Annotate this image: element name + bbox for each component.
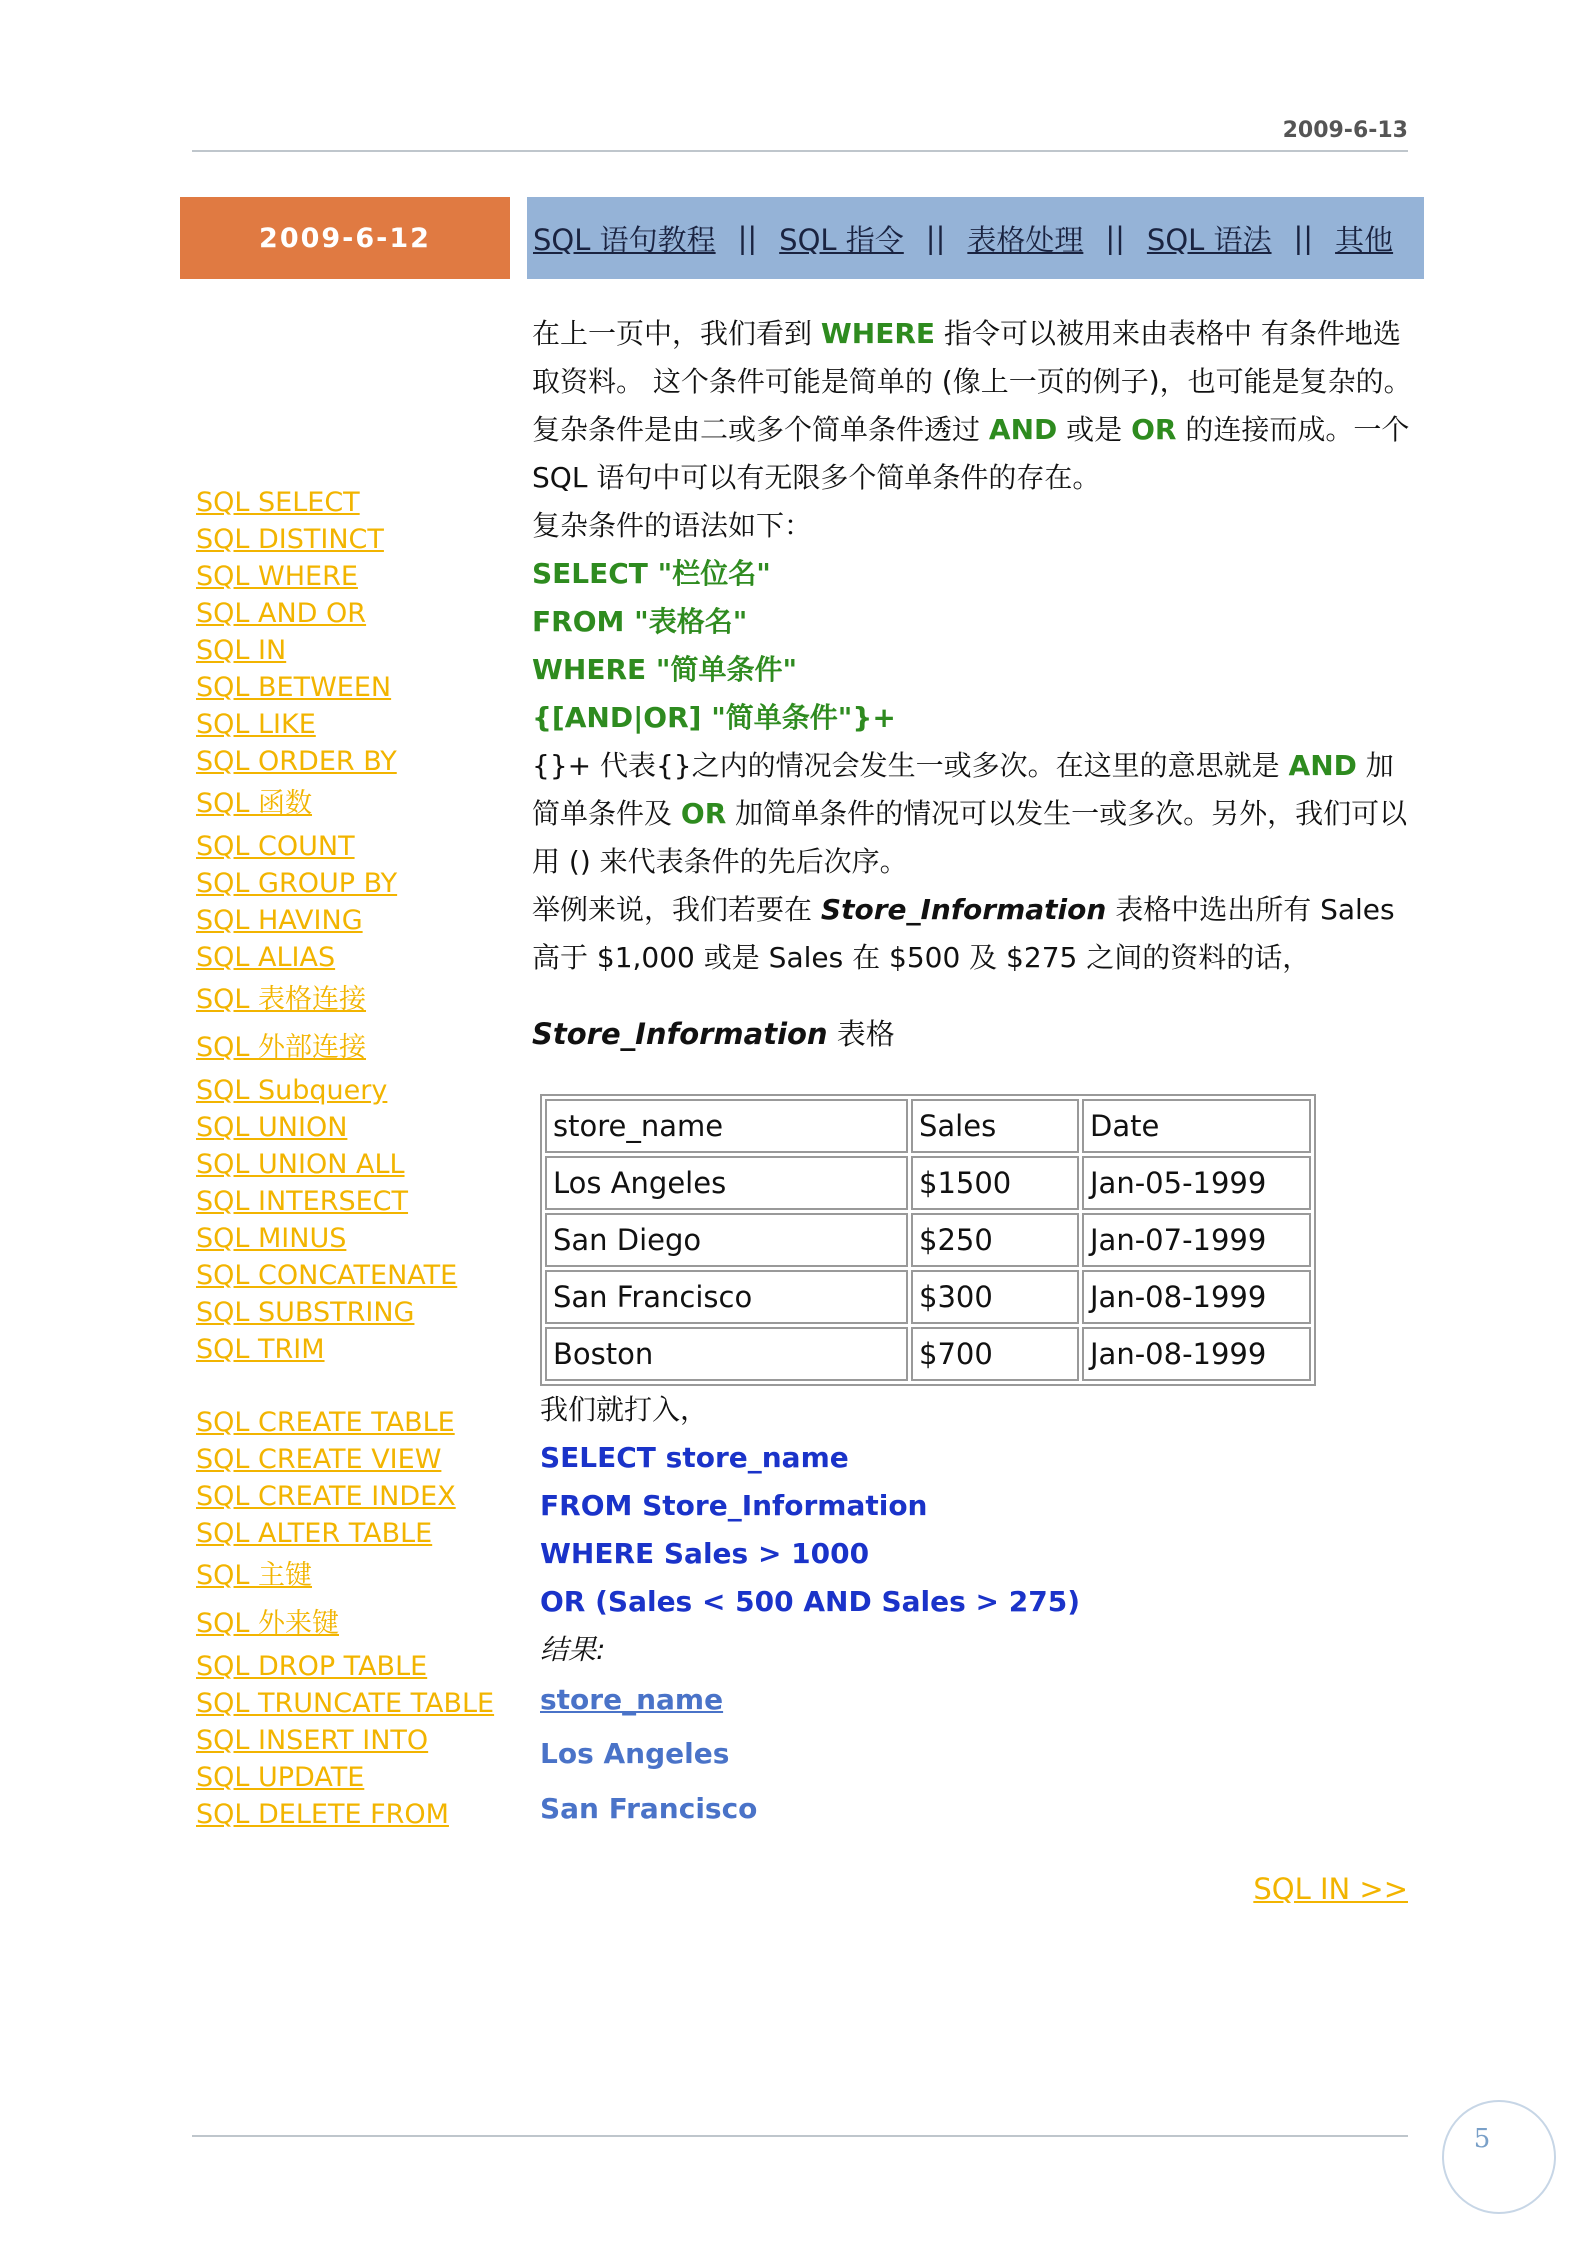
store-information-table bbox=[540, 1094, 1316, 1386]
sidebar-link[interactable]: SQL DROP TABLE bbox=[196, 1651, 428, 1682]
sidebar-link[interactable]: SQL MINUS bbox=[196, 1223, 347, 1254]
table-cell: San Diego bbox=[545, 1213, 908, 1267]
query-line: OR (Sales < 500 AND Sales > 275) bbox=[540, 1585, 1080, 1618]
nav-separator: || bbox=[737, 221, 758, 255]
result-row: Los Angeles bbox=[540, 1737, 730, 1770]
nav-table-handling[interactable]: 表格处理 bbox=[967, 222, 1084, 257]
sidebar-link[interactable]: SQL ALIAS bbox=[196, 942, 336, 973]
table-row bbox=[545, 1156, 1311, 1210]
nav-sql-syntax[interactable]: SQL 语法 bbox=[1146, 222, 1272, 257]
table-title bbox=[532, 1014, 1412, 1054]
table-row bbox=[545, 1213, 1311, 1267]
sidebar-link[interactable]: SQL 外部连接 bbox=[196, 1032, 367, 1063]
sidebar-link[interactable]: SQL SELECT bbox=[196, 487, 360, 518]
main-content bbox=[532, 310, 1412, 1836]
table-header-row bbox=[545, 1099, 1311, 1153]
table-cell: Boston bbox=[545, 1327, 908, 1381]
header-date: 2009-6-13 bbox=[1282, 118, 1408, 143]
result-row: San Francisco bbox=[540, 1792, 758, 1825]
table-row bbox=[545, 1327, 1311, 1381]
sidebar-gap bbox=[196, 1368, 496, 1404]
sidebar-link[interactable]: SQL DELETE FROM bbox=[196, 1799, 449, 1830]
nav-separator: || bbox=[1293, 221, 1314, 255]
keyword-or: OR bbox=[680, 797, 727, 830]
table-cell: Jan-08-1999 bbox=[1082, 1327, 1311, 1381]
nav-sql-commands[interactable]: SQL 指令 bbox=[779, 222, 904, 257]
nav-sql-tutorial[interactable]: SQL 语句教程 bbox=[533, 222, 716, 257]
keyword-and: AND bbox=[1288, 749, 1357, 782]
table-header: Sales bbox=[911, 1099, 1079, 1153]
sidebar-link[interactable]: SQL IN bbox=[196, 635, 287, 666]
syntax-line: SELECT "栏位名" bbox=[532, 557, 771, 590]
sidebar-link[interactable]: SQL UPDATE bbox=[196, 1762, 365, 1793]
result-header: store_name bbox=[540, 1683, 724, 1716]
table-cell: Los Angeles bbox=[545, 1156, 908, 1210]
sidebar-link[interactable]: SQL GROUP BY bbox=[196, 868, 398, 899]
table-name: Store_Information bbox=[532, 1017, 828, 1051]
nav-separator: || bbox=[1105, 221, 1125, 255]
sidebar-link[interactable]: SQL INTERSECT bbox=[196, 1186, 409, 1217]
sidebar-link[interactable]: SQL DISTINCT bbox=[196, 524, 384, 555]
query-section bbox=[540, 1386, 1412, 1836]
sidebar-link[interactable]: SQL COUNT bbox=[196, 831, 355, 862]
table-cell: San Francisco bbox=[545, 1270, 908, 1324]
text: {}+ 代表{}之内的情况会发生一或多次。在这里的意思就是 bbox=[532, 749, 1289, 782]
sidebar-link[interactable]: SQL ALTER TABLE bbox=[196, 1518, 433, 1549]
table-suffix: 表格 bbox=[827, 1017, 895, 1051]
table-cell: Jan-07-1999 bbox=[1082, 1213, 1311, 1267]
sidebar-link[interactable]: SQL SUBSTRING bbox=[196, 1297, 415, 1328]
nav-other[interactable]: 其他 bbox=[1335, 222, 1394, 257]
text: 或是 bbox=[1057, 413, 1132, 446]
syntax-line: FROM "表格名" bbox=[532, 605, 748, 638]
nav-separator: || bbox=[925, 221, 946, 255]
table-cell: $700 bbox=[911, 1327, 1079, 1381]
table-cell: Jan-08-1999 bbox=[1082, 1270, 1311, 1324]
footer-rule bbox=[192, 2135, 1408, 2137]
table-cell: Jan-05-1999 bbox=[1082, 1156, 1311, 1210]
sidebar-link[interactable]: SQL 外来键 bbox=[196, 1608, 340, 1639]
sidebar-link[interactable]: SQL TRUNCATE TABLE bbox=[196, 1688, 495, 1719]
syntax-line: WHERE "简单条件" bbox=[532, 653, 798, 686]
table-cell: $300 bbox=[911, 1270, 1079, 1324]
text: 表格中选出所有 Sales 高于 $1,000 或是 Sales 在 $500 及 $275 之间的资料的话， bbox=[532, 893, 1395, 974]
sidebar-link[interactable]: SQL CREATE VIEW bbox=[196, 1444, 442, 1475]
sidebar-link[interactable]: SQL HAVING bbox=[196, 905, 363, 936]
sidebar-link[interactable]: SQL ORDER BY bbox=[196, 746, 397, 777]
example-paragraph bbox=[532, 886, 1412, 982]
keyword-and: AND bbox=[988, 413, 1058, 446]
sidebar bbox=[196, 484, 496, 1833]
syntax-intro: 复杂条件的语法如下： bbox=[532, 509, 813, 542]
sidebar-link[interactable]: SQL BETWEEN bbox=[196, 672, 392, 703]
sidebar-link[interactable]: SQL INSERT INTO bbox=[196, 1725, 429, 1756]
query-line: WHERE Sales > 1000 bbox=[540, 1537, 870, 1570]
query-line: SELECT store_name bbox=[540, 1441, 849, 1474]
sidebar-link[interactable]: SQL CREATE TABLE bbox=[196, 1407, 455, 1438]
sidebar-link[interactable]: SQL CREATE INDEX bbox=[196, 1481, 456, 1512]
sidebar-link[interactable]: SQL 表格连接 bbox=[196, 984, 367, 1015]
table-name-inline: Store_Information bbox=[820, 893, 1107, 926]
query-line: FROM Store_Information bbox=[540, 1489, 928, 1522]
next-page-link[interactable]: SQL IN >> bbox=[1253, 1872, 1408, 1906]
sidebar-link[interactable]: SQL TRIM bbox=[196, 1334, 325, 1365]
keyword-or: OR bbox=[1131, 413, 1177, 446]
text: 在上一页中，我们看到 bbox=[532, 317, 821, 350]
sidebar-link[interactable]: SQL UNION ALL bbox=[196, 1149, 405, 1180]
sidebar-link[interactable]: SQL AND OR bbox=[196, 598, 367, 629]
text: 加简单条件的情况可以发生一或多次。另外，我们可以用 () 来代表条件的先后次序。 bbox=[532, 797, 1408, 878]
keyword-where: WHERE bbox=[820, 317, 936, 350]
table-header: Date bbox=[1082, 1099, 1311, 1153]
page-number: 5 bbox=[1442, 2100, 1556, 2214]
sidebar-link[interactable]: SQL Subquery bbox=[196, 1075, 388, 1106]
sidebar-link[interactable]: SQL LIKE bbox=[196, 709, 316, 740]
table-header: store_name bbox=[545, 1099, 908, 1153]
syntax-line: {[AND|OR] "简单条件"}+ bbox=[532, 701, 896, 734]
top-nav bbox=[527, 197, 1424, 279]
banner-date: 2009-6-12 bbox=[180, 197, 510, 279]
table-row bbox=[545, 1270, 1311, 1324]
intro-paragraph bbox=[532, 310, 1412, 502]
text: 加简单条件及 bbox=[532, 749, 1394, 830]
sidebar-link[interactable]: SQL 主键 bbox=[196, 1560, 313, 1591]
sidebar-link[interactable]: SQL CONCATENATE bbox=[196, 1260, 458, 1291]
result-label: 结果: bbox=[540, 1633, 606, 1666]
text: 的连接而成。一个 SQL 语句中可以有无限多个简单条件的存在。 bbox=[532, 413, 1410, 494]
sidebar-link[interactable]: SQL WHERE bbox=[196, 561, 358, 592]
table-cell: $250 bbox=[911, 1213, 1079, 1267]
explanation-paragraph bbox=[532, 742, 1412, 886]
sidebar-link[interactable]: SQL UNION bbox=[196, 1112, 348, 1143]
enter-text: 我们就打入， bbox=[540, 1393, 709, 1426]
table-cell: $1500 bbox=[911, 1156, 1079, 1210]
header-rule bbox=[192, 150, 1408, 152]
text: 举例来说，我们若要在 bbox=[532, 893, 821, 926]
text: 指令可以被用来由表格中 有条件地选取资料。 这个条件可能是简单的 (像上一页的例子)，也可能是复杂的。复杂条件是由二或多个简单条件透过 bbox=[532, 317, 1412, 446]
sidebar-link[interactable]: SQL 函数 bbox=[196, 788, 313, 819]
